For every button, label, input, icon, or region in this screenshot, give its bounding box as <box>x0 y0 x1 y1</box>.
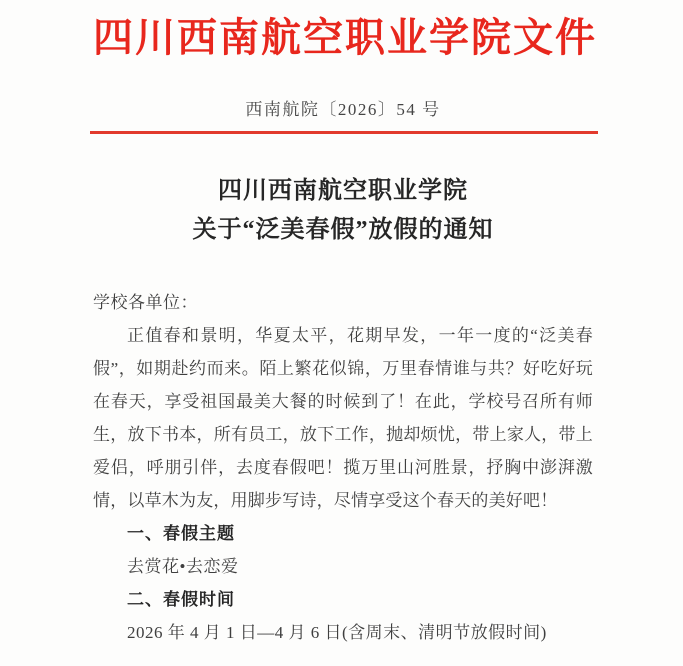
red-header-title: 四川西南航空职业学院文件 <box>93 15 597 60</box>
section-2-heading: 二、春假时间 <box>127 590 235 609</box>
salutation: 学校各单位： <box>93 293 198 312</box>
section-2 <box>93 583 593 649</box>
section-1-content: 去赏花•去恋爱 <box>127 557 239 576</box>
notice-body <box>93 286 593 649</box>
red-divider-line <box>90 131 598 134</box>
section-1 <box>93 517 593 583</box>
document-page <box>0 16 683 666</box>
notice-title-line1: 四川西南航空职业学院 <box>218 178 468 204</box>
body-paragraph: 正值春和景明，华夏太平，花期早发，一年一度的“泛美春假”，如期赴约而来。陌上繁花似锦，万里春情谁与共？好吃好玩在春天，享受祖国最美大餐的时候到了！在此，学校号召所有师生，放下书本，所有员工，放下工作，抛却烦忧，带上家人，带上爱侣，呼朋引伴，去度春假吧！揽万里山河胜景，抒胸中澎湃激情，以草木为友，用脚步写诗，尽情享受这个春天的美好吧！ <box>93 326 593 510</box>
notice-title <box>93 172 593 250</box>
section-1-heading: 一、春假主题 <box>127 524 235 543</box>
section-2-content: 2026 年 4 月 1 日—4 月 6 日(含周末、清明节放假时间) <box>127 623 547 642</box>
notice-title-line2: 关于“泛美春假”放假的通知 <box>192 217 494 243</box>
document-number: 西南航院〔2026〕54 号 <box>245 100 441 119</box>
